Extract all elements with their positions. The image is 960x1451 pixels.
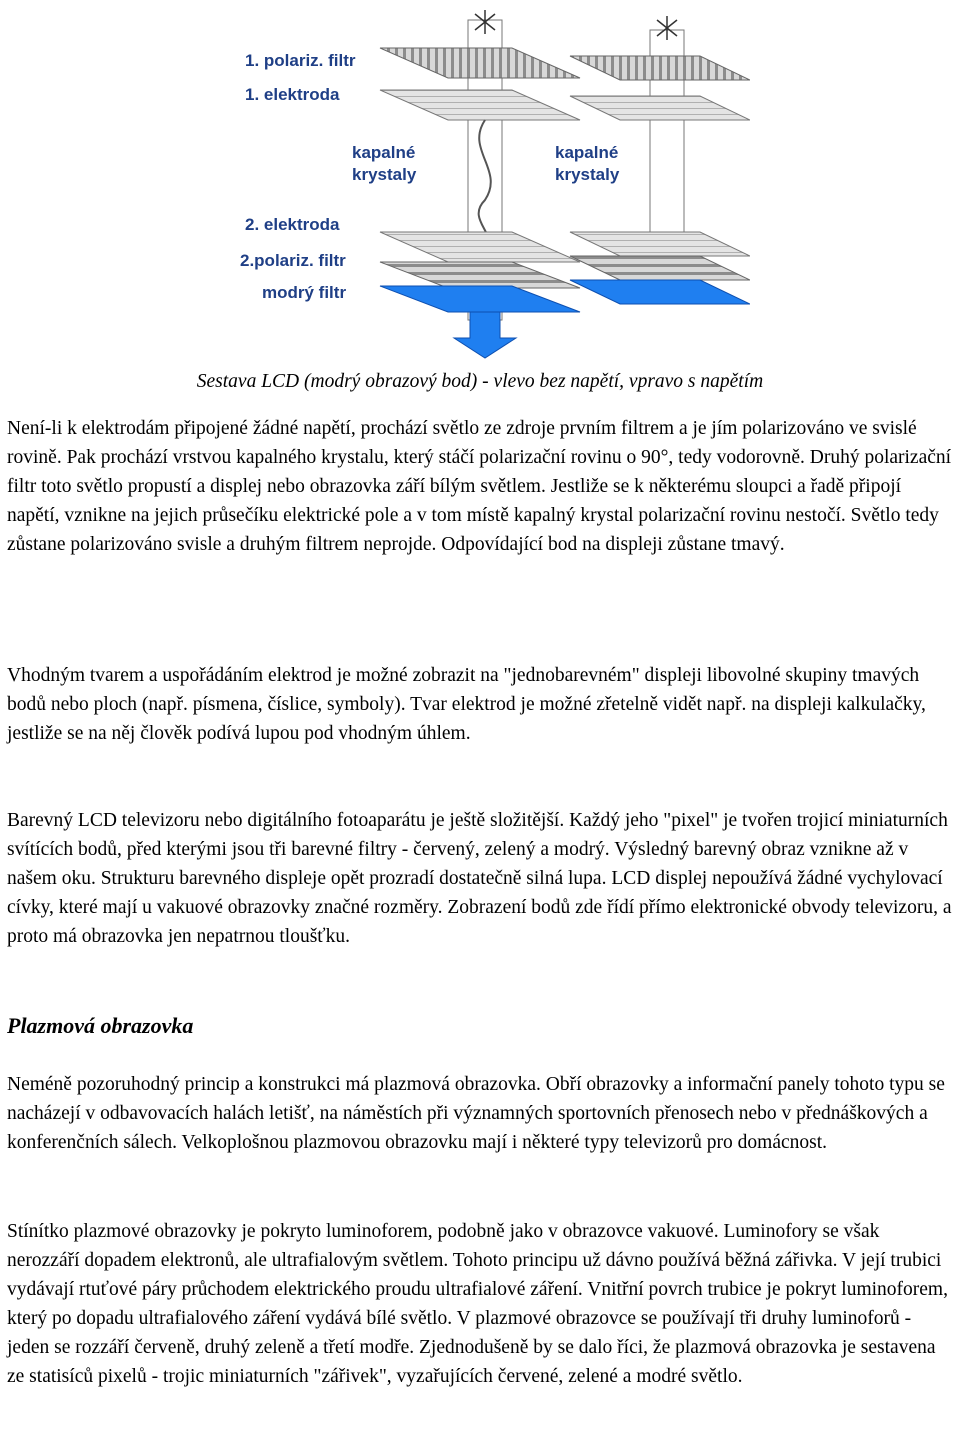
left-stack: [380, 10, 580, 358]
label-lc-left-1: kapalné: [352, 143, 416, 162]
left-electrode-2: [380, 232, 580, 262]
label-blue-filter: modrý filtr: [262, 283, 347, 302]
right-electrode-2: [570, 232, 750, 256]
paragraph-lcd-principle: Není-li k elektrodám připojené žádné napětí, prochází světlo ze zdroje prvním filtrem a je jím polarizováno ve svislé rovině. Pak prochází vrstvou kapalného krystalu, který stáčí polarizační rovinu o 90°, tedy vodorovně. Druhý polarizační filtr toto světlo propustí a displej nebo obrazovka září bílým světlem. Jestliže se k některému sloupci a řadě připojí napětí, vznikne na jejich průsečíku elektrické pole a v tom místě kapalný krystal polarizační rovinu nestočí. Světlo tedy zůstane polarizováno svisle a druhým filtrem neprojde. Odpovídající bod na displeji zůstane tmavý.: [7, 418, 952, 555]
paragraph-plasma-intro: Neméně pozoruhodný princip a konstrukci má plazmová obrazovka. Obří obrazovky a informační panely tohoto typu se nacházejí v odbavovacích halách letišť, na náměstích při významných sportovních přenosech nebo v přednáškových a konferenčních sálech. Velkoplošnou plazmovou obrazovku mají i některé typy televizorů pro domácnost.: [7, 1074, 945, 1153]
right-polarizer-2: [570, 256, 750, 280]
figure-caption: Sestava LCD (modrý obrazový bod) - vlevo bez napětí, vpravo s napětím: [196, 371, 764, 392]
left-electrode-1: [380, 90, 580, 120]
right-polarizer-1: [570, 56, 750, 80]
label-lc-left-2: krystaly: [352, 165, 417, 184]
right-blue-filter: [570, 280, 750, 304]
lcd-diagram-svg: [230, 0, 750, 362]
left-down-arrow: [454, 312, 516, 358]
label-lc-right-1: kapalné: [555, 143, 619, 162]
paragraph-electrode-shapes: Vhodným tvarem a uspořádáním elektrod je možné zobrazit na "jednobarevném" displeji libovolné skupiny tmavých bodů nebo ploch (např. písmena, číslice, symboly). Tvar elektrod je možné zřetelně vidět např. na displeji kalkulačky, jestliže se na něj člověk podívá lupou pod vhodným úhlem.: [7, 665, 926, 744]
lcd-diagram: [230, 0, 750, 362]
paragraph-color-lcd: Barevný LCD televizoru nebo digitálního fotoaparátu je ještě složitější. Každý jeho "pixel" je tvořen trojicí miniaturních svítících bodů, před kterými jsou tři barevné filtry - červený, zelený a modrý. Výsledný barevný obraz vznikne až v našem oku. Strukturu barevného displeje opět prozradí dostatečně silná lupa. LCD displej nepoužívá žádné vychylovací cívky, které mají u vakuové obrazovky značné rozměry. Zobrazení bodů zde řídí přímo elektronické obvody televizoru, a proto má obrazovka jen nepatrnou tloušťku.: [7, 810, 952, 947]
right-electrode-1: [570, 96, 750, 120]
label-filter-1: 1. polariz. filtr: [245, 51, 356, 70]
paragraph-plasma-principle: Stínítko plazmové obrazovky je pokryto luminoforem, podobně jako v obrazovce vakuové. Luminofory se však nerozzáří dopadem elektronů, ale ultrafialovým světlem. Tohoto principu už dávno používá běžná zářivka. V její trubici vydávají rtuťové páry průchodem elektrického proudu ultrafialové záření. Vnitřní povrch trubice je pokryt luminoforem, který po dopadu ultrafialového záření vydává bílé světlo. V plazmové obrazovce se používají tři druhy luminoforů - jeden se rozzáří červeně, druhý zeleně a třetí modře. Zjednodušeně by se dalo říci, že plazmová obrazovka je sestavena ze statisíců pixelů - trojic miniaturních "zářivek", vyzařujících červené, zelené a modré světlo.: [7, 1221, 948, 1387]
label-electrode-2: 2. elektroda: [245, 215, 340, 234]
label-electrode-1: 1. elektroda: [245, 85, 340, 104]
label-lc-right-2: krystaly: [555, 165, 620, 184]
label-filter-2: 2.polariz. filtr: [240, 251, 346, 270]
left-blue-filter: [380, 286, 580, 312]
section-heading-plasma: Plazmová obrazovka: [7, 1013, 194, 1038]
left-polarizer-1: [380, 48, 580, 78]
left-polarizer-2: [380, 262, 580, 288]
